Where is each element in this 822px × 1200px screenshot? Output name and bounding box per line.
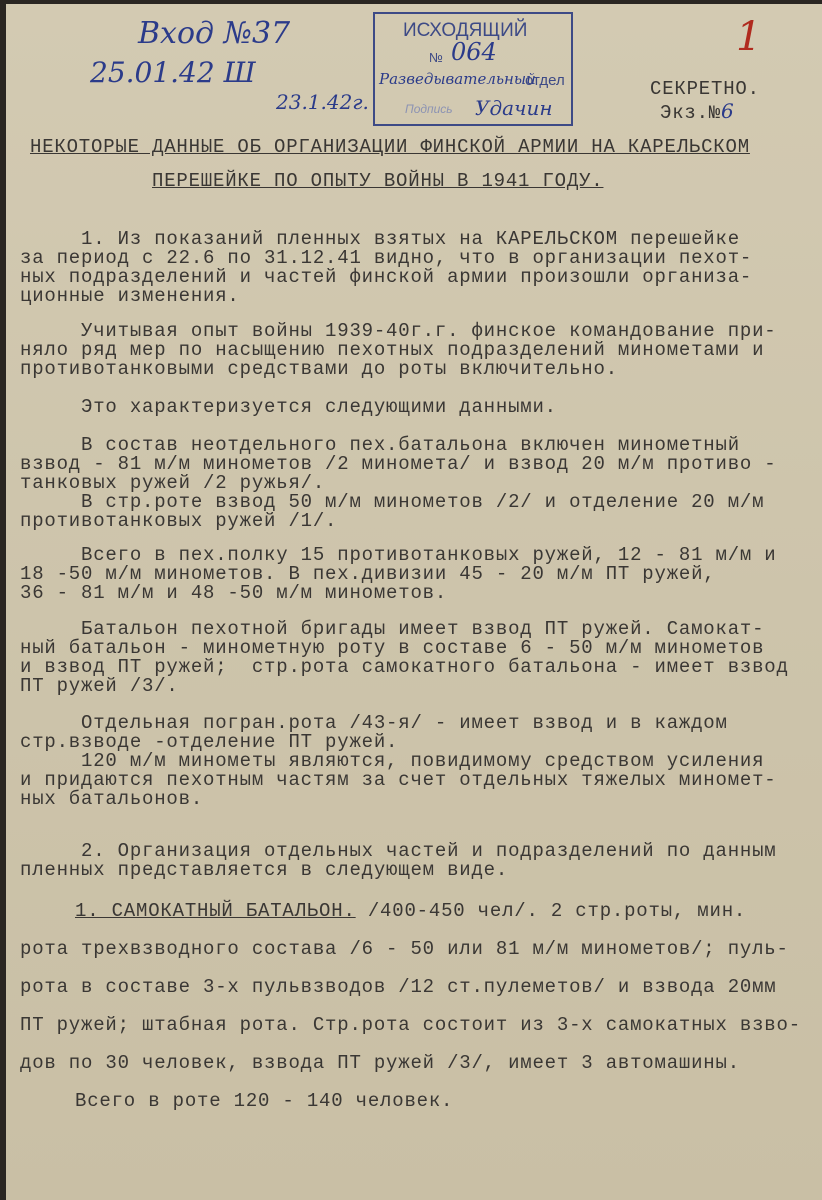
text-line: противотанковых ружей /1/.: [20, 510, 338, 532]
incoming-date: 25.01.42 Ш: [90, 56, 256, 89]
text-line: взвод - 81 м/м минометов /2 миномета/ и взвод 20 м/м противо -: [20, 453, 777, 475]
text-line: ных подразделений и частей финской армии произошли организа-: [20, 266, 753, 288]
text-line: ных батальонов.: [20, 788, 204, 810]
text-line: Учитывая опыт войны 1939-40г.г. финское командование при-: [20, 320, 777, 342]
section-1-total: Всего в роте 120 - 140 человек.: [75, 1090, 454, 1112]
stamp-title: ИСХОДЯЩИЙ: [403, 20, 528, 41]
text-line: Экз.№: [660, 102, 722, 124]
outgoing-stamp: [373, 12, 573, 126]
text-line: Батальон пехотной бригады имеет взвод ПТ ружей. Самокат-: [20, 618, 765, 640]
text-line: и взвод ПТ ружей; стр.рота самокатного батальона - имеет взвод: [20, 656, 789, 678]
text-line: и придаются пехотным частям за счет отдельных тяжелых миномет-: [20, 769, 777, 791]
page-number: 1: [736, 14, 762, 60]
paragraph-8: [20, 842, 777, 880]
text-line: [20, 892, 801, 930]
text-line: В состав неотдельного пех.батальона включен минометный: [20, 434, 740, 456]
text-line: танковых ружей /2 ружья/.: [20, 472, 326, 494]
text-line: Отдельная погран.рота /43-я/ - имеет взвод и в каждом: [20, 712, 728, 734]
text-line: няло ряд мер по насыщению пехотных подразделений минометами и: [20, 339, 765, 361]
title-line-1: НЕКОТОРЫЕ ДАННЫЕ ОБ ОРГАНИЗАЦИИ ФИНСКОЙ АРМИИ НА КАРЕЛЬСКОМ: [30, 136, 750, 158]
secret-label: СЕКРЕТНО.: [650, 78, 760, 100]
copy-label: [660, 99, 735, 124]
text-line: ПТ ружей; штабная рота. Стр.рота состоит из 3-х самокатных взво-: [20, 1014, 801, 1036]
paragraph-2: [20, 322, 777, 379]
text-line: пленных представляется в следующем виде.: [20, 859, 509, 881]
stamp-dept-label: отдел: [525, 72, 565, 89]
document-page: [6, 4, 822, 1200]
section-1-heading: 1. САМОКАТНЫЙ БАТАЛЬОН.: [75, 900, 356, 922]
text-line: 18 -50 м/м минометов. В пех.дивизии 45 - 20 м/м ПТ ружей,: [20, 563, 716, 585]
handwritten-date: 23.1.42г.: [276, 90, 369, 114]
stamp-number-label: №: [429, 50, 443, 65]
paragraph-3: [20, 398, 557, 417]
stamp-number: 064: [451, 38, 497, 66]
text-line: ционные изменения.: [20, 285, 240, 307]
title-line-2: ПЕРЕШЕЙКЕ ПО ОПЫТУ ВОЙНЫ В 1941 ГОДУ.: [152, 170, 604, 192]
text-line: /400-450 чел/. 2 стр.роты, мин.: [355, 900, 747, 922]
section-1: [20, 892, 801, 1120]
paragraph-1: [20, 230, 752, 306]
incoming-number: Вход №37: [138, 16, 291, 51]
paragraph-5: [20, 546, 777, 603]
paragraph-4: [20, 436, 777, 531]
text-line: Это характеризуется следующими данными.: [20, 396, 557, 418]
text-line: 6: [721, 99, 735, 123]
text-line: В стр.роте взвод 50 м/м минометов /2/ и отделение 20 м/м: [20, 491, 765, 513]
paragraph-7: [20, 714, 777, 809]
text-line: ный батальон - минометную роту в составе 6 - 50 м/м минометов: [20, 637, 765, 659]
text-line: 2. Организация отдельных частей и подразделений по данным: [20, 840, 777, 862]
stamp-dept: Разведывательный: [379, 70, 536, 88]
paragraph-6: [20, 620, 789, 696]
text-line: 1. Из показаний пленных взятых на КАРЕЛЬСКОМ перешейке: [20, 228, 740, 250]
text-line: ПТ ружей /3/.: [20, 675, 179, 697]
text-line: Всего в пех.полку 15 противотанковых ружей, 12 - 81 м/м и: [20, 544, 777, 566]
signature: Удачин: [475, 96, 553, 120]
text-line: противотанковыми средствами до роты включительно.: [20, 358, 618, 380]
text-line: 36 - 81 м/м и 48 -50 м/м минометов.: [20, 582, 448, 604]
text-line: дов по 30 человек, взвода ПТ ружей /3/, имеет 3 автомашины.: [20, 1052, 740, 1074]
text-line: рота трехвзводного состава /6 - 50 или 81 м/м минометов/; пуль-: [20, 938, 789, 960]
text-line: 120 м/м минометы являются, повидимому средством усиления: [20, 750, 765, 772]
text-line: рота в составе 3-х пульвзводов /12 ст.пулеметов/ и взвода 20мм: [20, 976, 777, 998]
text-line: стр.взводе -отделение ПТ ружей.: [20, 731, 399, 753]
stamp-sign-label: Подпись: [405, 102, 453, 116]
text-line: за период с 22.6 по 31.12.41 видно, что в организации пехот-: [20, 247, 753, 269]
